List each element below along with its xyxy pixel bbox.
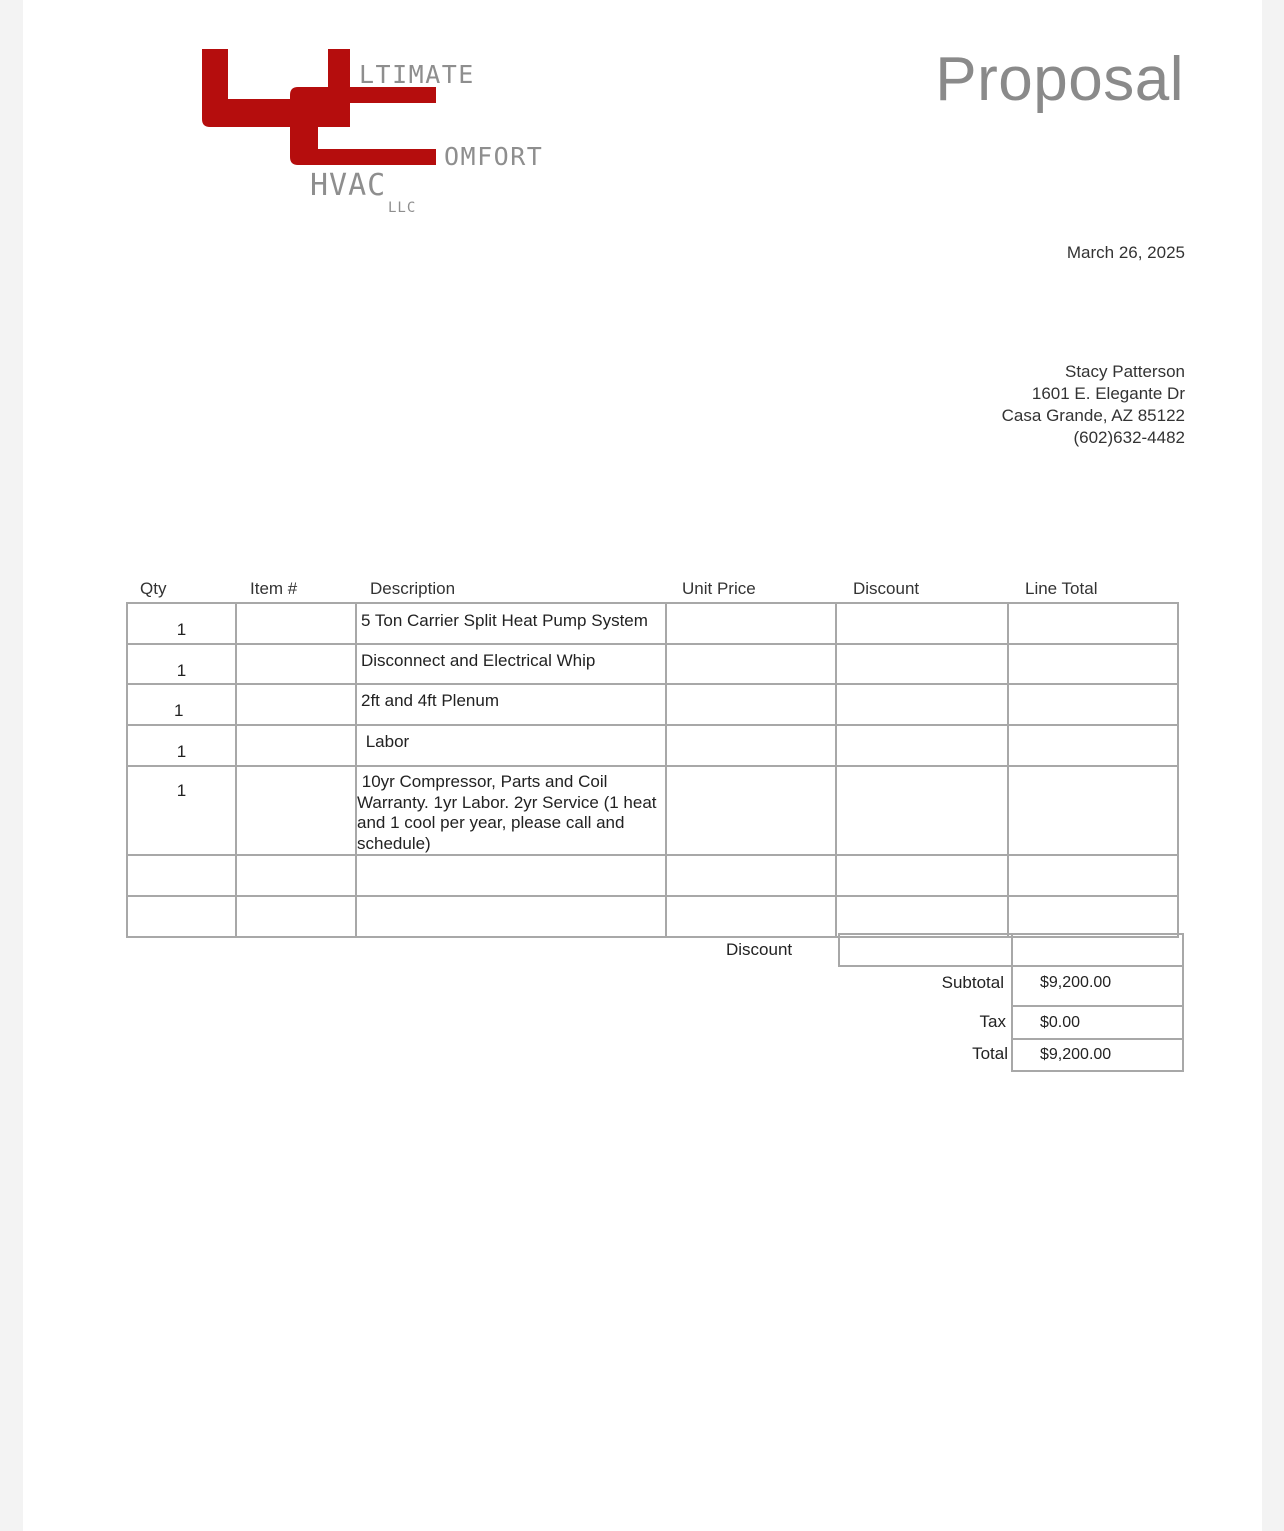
total-value: $9,200.00 <box>1040 1046 1112 1063</box>
table-row <box>127 644 1178 684</box>
proposal-page <box>23 0 1262 1531</box>
item-number-cell <box>236 603 356 644</box>
company-logo <box>178 45 618 220</box>
tax-box <box>1011 1005 1184 1040</box>
total-label: Total <box>972 1044 1008 1063</box>
column-header-item: Item # <box>250 579 298 598</box>
description-cell <box>356 855 666 896</box>
customer-street: 1601 E. Elegante Dr <box>1031 384 1185 403</box>
description-cell <box>356 896 666 937</box>
line-total-cell <box>1008 725 1178 766</box>
logo-text-omfort: OMFORT <box>444 142 544 171</box>
discount-cell <box>836 896 1008 937</box>
discount-label: Discount <box>726 940 793 959</box>
customer-phone: (602)632-4482 <box>1073 428 1185 447</box>
discount-cell <box>836 644 1008 684</box>
discount-line-total-box <box>1011 933 1184 967</box>
line-total-cell <box>1008 896 1178 937</box>
logo-text-ltimate: LTIMATE <box>359 60 475 89</box>
unit-price-cell <box>666 896 836 937</box>
tax-label: Tax <box>979 1012 1006 1031</box>
subtotal-box <box>1011 965 1184 1007</box>
item-number-cell <box>236 896 356 937</box>
description-cell: Labor <box>356 725 666 766</box>
qty-cell: 1 <box>127 684 236 725</box>
qty-cell <box>127 896 236 937</box>
description-cell: 2ft and 4ft Plenum <box>356 684 666 725</box>
description-cell: 10yr Compressor, Parts and Coil Warranty. 1yr Labor. 2yr Service (1 heat and 1 cool per year, please call and schedule) <box>356 766 666 855</box>
qty-cell: 1 <box>127 725 236 766</box>
subtotal-label: Subtotal <box>941 973 1004 992</box>
discount-cell <box>836 766 1008 855</box>
table-row <box>127 684 1178 725</box>
item-number-cell <box>236 725 356 766</box>
table-row <box>127 725 1178 766</box>
customer-address-block <box>1002 361 1185 449</box>
unit-price-cell <box>666 603 836 644</box>
logo-graphic <box>178 45 618 220</box>
document-title: Proposal <box>935 45 1184 114</box>
description-cell: 5 Ton Carrier Split Heat Pump System <box>356 603 666 644</box>
table-row <box>127 766 1178 855</box>
discount-cell <box>836 855 1008 896</box>
qty-cell: 1 <box>127 603 236 644</box>
unit-price-cell <box>666 725 836 766</box>
discount-cell <box>836 725 1008 766</box>
logo-text-llc: LLC <box>388 200 417 216</box>
total-box <box>1011 1038 1184 1072</box>
line-total-cell <box>1008 766 1178 855</box>
line-items-table <box>126 602 1179 938</box>
item-number-cell <box>236 855 356 896</box>
logo-c-shape <box>290 87 436 165</box>
document-date: March 26, 2025 <box>1066 243 1185 262</box>
tax-value: $0.00 <box>1040 1014 1081 1031</box>
discount-cell <box>836 603 1008 644</box>
customer-name: Stacy Patterson <box>1064 362 1185 381</box>
qty-cell: 1 <box>127 766 236 855</box>
column-header-line-total: Line Total <box>1025 579 1098 598</box>
column-header-discount: Discount <box>853 579 920 598</box>
item-number-cell <box>236 684 356 725</box>
item-number-cell <box>236 644 356 684</box>
line-total-cell <box>1008 603 1178 644</box>
qty-cell: 1 <box>127 644 236 684</box>
line-total-cell <box>1008 855 1178 896</box>
table-row <box>127 603 1178 644</box>
column-header-unit-price: Unit Price <box>682 579 756 598</box>
description-cell: Disconnect and Electrical Whip <box>356 644 666 684</box>
unit-price-cell <box>666 644 836 684</box>
unit-price-cell <box>666 684 836 725</box>
column-header-description: Description <box>370 579 456 598</box>
discount-cell <box>836 684 1008 725</box>
logo-text-hvac: HVAC <box>310 168 387 203</box>
item-number-cell <box>236 766 356 855</box>
subtotal-value: $9,200.00 <box>1040 974 1112 991</box>
discount-total-box <box>838 933 1013 967</box>
qty-cell <box>127 855 236 896</box>
line-total-cell <box>1008 684 1178 725</box>
table-row <box>127 855 1178 896</box>
line-total-cell <box>1008 644 1178 684</box>
unit-price-cell <box>666 766 836 855</box>
table-row <box>127 896 1178 937</box>
customer-city: Casa Grande, AZ 85122 <box>1001 406 1185 425</box>
column-header-qty: Qty <box>140 579 167 598</box>
unit-price-cell <box>666 855 836 896</box>
